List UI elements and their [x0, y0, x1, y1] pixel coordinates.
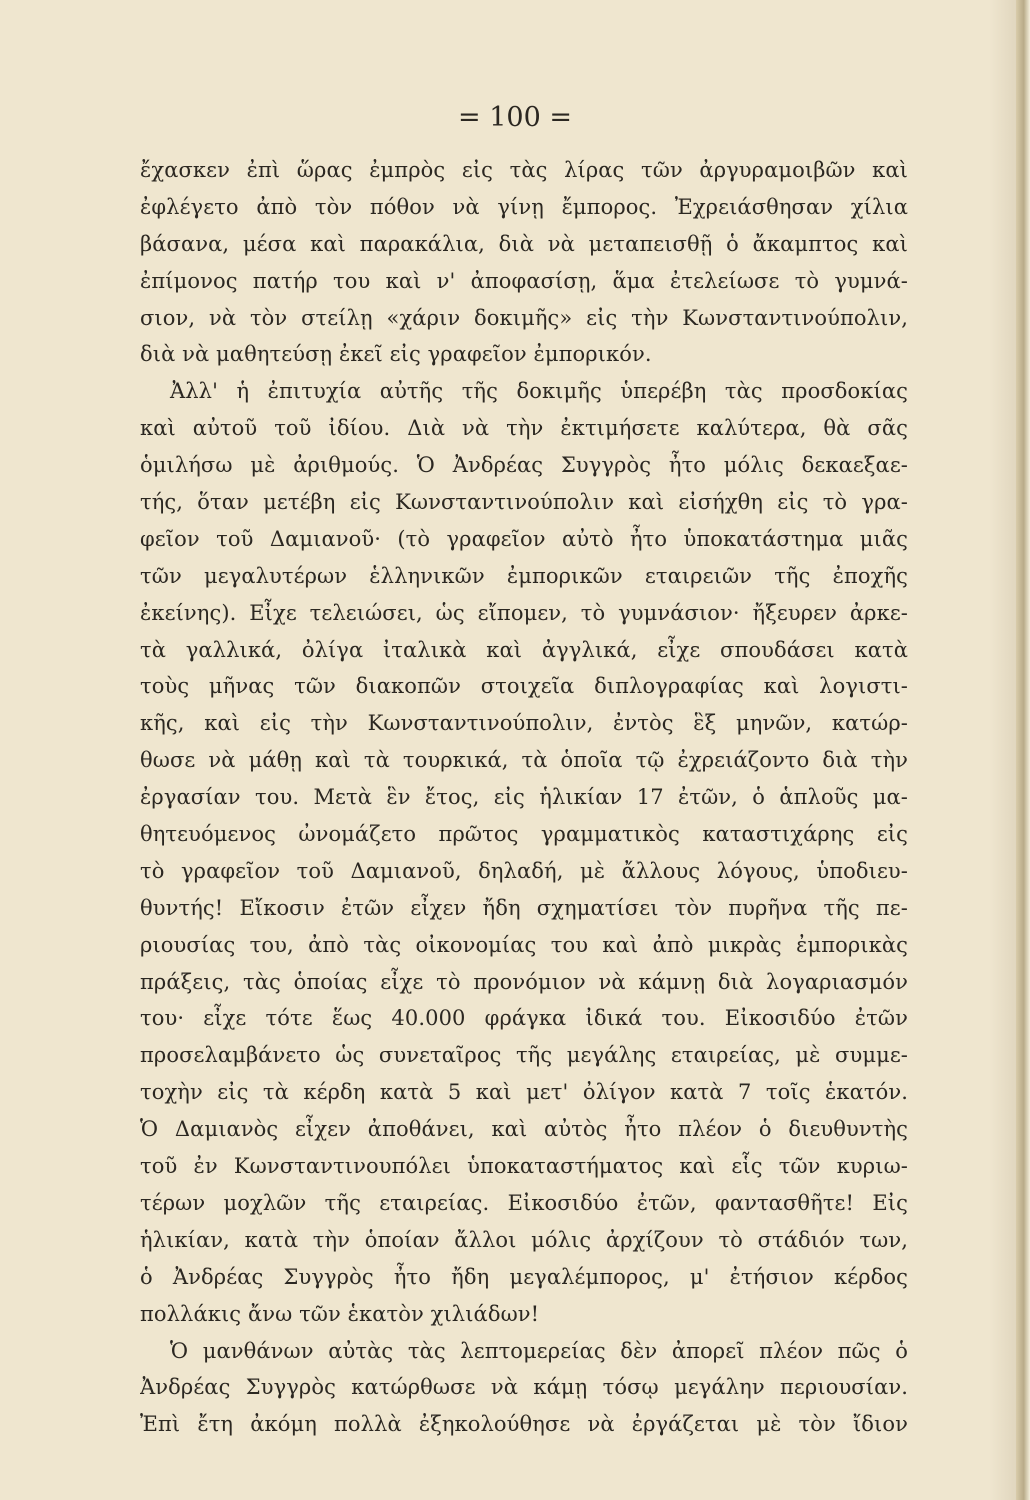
text-line: ὁ Ἀνδρέας Συγγρὸς ἦτο ἤδη μεγαλέμπορος, μ' ἐτήσιον κέρδος	[140, 1264, 908, 1289]
text-line: Ἀλλ' ἡ ἐπιτυχία αὐτῆς τῆς δοκιμῆς ὑπερέβη τὰς προσδοκίας	[170, 379, 908, 404]
text-line: ἐκείνης). Εἶχε τελειώσει, ὡς εἴπομεν, τὸ γυμνάσιον· ἤξευρεν ἀρκε-	[140, 600, 908, 625]
text-line: διὰ νὰ μαθητεύσῃ ἐκεῖ εἰς γραφεῖον ἐμπορικόν.	[140, 342, 652, 367]
text-line: τοῦ ἐν Κωνσταντινουπόλει ὑποκαταστήματος καὶ εἷς τῶν κυριω-	[140, 1154, 908, 1179]
text-line: προσελαμβάνετο ὡς συνεταῖρος τῆς μεγάλης εταιρείας, μὲ συμμε-	[140, 1043, 908, 1068]
body-text	[140, 152, 908, 1443]
text-line: ἐφλέγετο ἀπὸ τὸν πόθον νὰ γίνῃ ἔμπορος. Ἐχρειάσθησαν χίλια	[140, 194, 908, 219]
text-line: ἐργασίαν του. Μετὰ ἓν ἔτος, εἰς ἡλικίαν 17 ἐτῶν, ὁ ἁπλοῦς μα-	[140, 785, 908, 810]
text-line: Ὁ Δαμιανὸς εἶχεν ἀποθάνει, καὶ αὐτὸς ἦτο πλέον ὁ διευθυντὴς	[140, 1117, 908, 1142]
text-line: τῶν μεγαλυτέρων ἑλληνικῶν ἐμπορικῶν εταιρειῶν τῆς ἐποχῆς	[140, 563, 908, 588]
text-line: τοὺς μῆνας τῶν διακοπῶν στοιχεῖα διπλογραφίας καὶ λογιστι-	[140, 674, 908, 699]
text-line: ἐπίμονος πατήρ του καὶ ν' ἀποφασίσῃ, ἅμα ἐτελείωσε τὸ γυμνά-	[140, 268, 908, 293]
text-line: ριουσίας του, ἀπὸ τὰς οἰκονομίας του καὶ ἀπὸ μικρὰς ἐμπορικὰς	[140, 932, 908, 957]
text-line: ἔχασκεν ἐπὶ ὥρας ἐμπρὸς εἰς τὰς λίρας τῶν ἀργυραμοιβῶν καὶ	[140, 158, 908, 182]
text-line: τὸ γραφεῖον τοῦ Δαμιανοῦ, δηλαδή, μὲ ἄλλους λόγους, ὑποδιευ-	[140, 858, 908, 883]
text-line: σιον, νὰ τὸν στείλῃ «χάριν δοκιμῆς» εἰς τὴν Κωνσταντινούπολιν,	[140, 305, 908, 330]
text-line: ὁμιλήσω μὲ ἀριθμούς. Ὁ Ἀνδρέας Συγγρὸς ἦτο μόλις δεκαεξαε-	[140, 453, 908, 478]
text-line: θυντής! Εἴκοσιν ἐτῶν εἶχεν ἤδη σχηματίσει τὸν πυρῆνα τῆς πε-	[140, 895, 908, 920]
text-line: Ὁ μανθάνων αὐτὰς τὰς λεπτομερείας δὲν ἀπορεῖ πλέον πῶς ὁ	[170, 1338, 908, 1363]
page-number-header: = 100 =	[458, 102, 572, 133]
text-line: του· εἶχε τότε ἕως 40.000 φράγκα ἰδικά του. Εἰκοσιδύο ἐτῶν	[140, 1006, 908, 1031]
text-line: θητευόμενος ὠνομάζετο πρῶτος γραμματικὸς καταστιχάρης εἰς	[140, 822, 908, 847]
text-line: κῆς, καὶ εἰς τὴν Κωνσταντινούπολιν, ἐντὸς ἓξ μηνῶν, κατώρ-	[140, 711, 908, 736]
text-line: πράξεις, τὰς ὁποίας εἶχε τὸ προνόμιον νὰ κάμνῃ διὰ λογαριασμόν	[140, 969, 908, 994]
text-line: Ἀνδρέας Συγγρὸς κατώρθωσε νὰ κάμῃ τόσῳ μεγάλην περιουσίαν.	[140, 1375, 908, 1400]
text-line: τὰ γαλλικά, ὀλίγα ἰταλικὰ καὶ ἀγγλικά, εἶχε σπουδάσει κατὰ	[140, 637, 908, 662]
text-line: Ἐπὶ ἔτη ἀκόμη πολλὰ ἐξηκολούθησε νὰ ἐργάζεται μὲ τὸν ἴδιον	[140, 1412, 908, 1437]
text-line: καὶ αὐτοῦ τοῦ ἰδίου. Διὰ νὰ τὴν ἐκτιμήσετε καλύτερα, θὰ σᾶς	[140, 416, 908, 441]
text-line: ἡλικίαν, κατὰ τὴν ὁποίαν ἄλλοι μόλις ἀρχίζουν τὸ στάδιόν των,	[140, 1227, 908, 1252]
text-line: πολλάκις ἄνω τῶν ἑκατὸν χιλιάδων!	[140, 1301, 540, 1326]
page-edge-shadow	[1016, 0, 1030, 1500]
text-line: τής, ὅταν μετέβη εἰς Κωνσταντινούπολιν καὶ εἰσήχθη εἰς τὸ γρα-	[140, 490, 908, 515]
text-line: τέρων μοχλῶν τῆς εταιρείας. Εἰκοσιδύο ἐτῶν, φαντασθῆτε! Εἰς	[140, 1190, 908, 1215]
text-line: βάσανα, μέσα καὶ παρακάλια, διὰ νὰ μεταπεισθῇ ὁ ἄκαμπτος καὶ	[140, 231, 908, 256]
text-line: φεῖον τοῦ Δαμιανοῦ· (τὸ γραφεῖον αὐτὸ ἦτο ὑποκατάστημα μιᾶς	[140, 526, 908, 551]
text-line: τοχὴν εἰς τὰ κέρδη κατὰ 5 καὶ μετ' ὀλίγον κατὰ 7 τοῖς ἑκατόν.	[140, 1080, 908, 1105]
text-line: θωσε νὰ μάθῃ καὶ τὰ τουρκικά, τὰ ὁποῖα τῷ ἐχρειάζοντο διὰ τὴν	[140, 748, 908, 773]
